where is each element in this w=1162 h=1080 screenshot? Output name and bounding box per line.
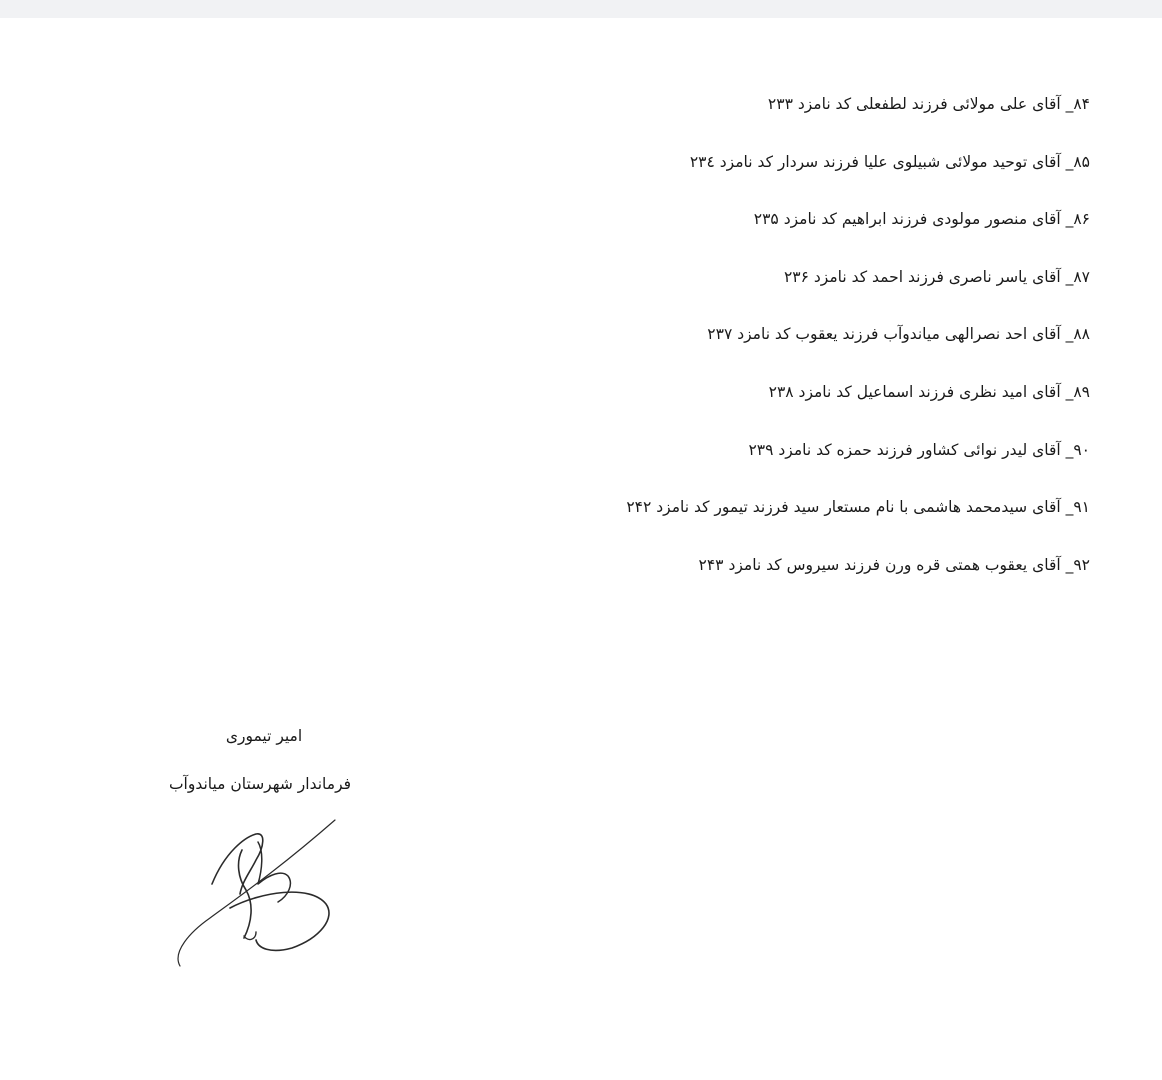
candidate-item-87: ۸۷_ آقای یاسر ناصری فرزند احمد کد نامزد ۲۳۶	[783, 267, 1090, 286]
candidate-list	[370, 86, 1090, 604]
candidate-item-86: ۸۶_ آقای منصور مولودی فرزند ابراهیم کد نامزد ۲۳۵	[753, 210, 1090, 229]
signature-block	[110, 722, 410, 798]
candidate-item-89: ۸۹_ آقای امید نظری فرزند اسماعیل کد نامزد ۲۳۸	[768, 382, 1090, 401]
candidate-item-90: ۹۰_ آقای لیدر نوائی کشاور فرزند حمزه کد نامزد ۲۳۹	[748, 440, 1090, 459]
handwritten-signature	[170, 812, 350, 972]
candidate-item-85: ۸۵_ آقای توحید مولائی شبیلوی علیا فرزند سردار کد نامزد ۲۳٤	[689, 152, 1090, 171]
candidate-item-92: ۹۲_ آقای یعقوب همتی قره ورن فرزند سیروس کد نامزد ۲۴۳	[698, 555, 1090, 574]
candidate-item-88: ۸۸_ آقای احد نصرالهی میاندوآب فرزند یعقوب کد نامزد ۲۳۷	[707, 325, 1090, 344]
signer-name: امیر تیموری	[225, 727, 303, 745]
signer-title: فرماندار شهرستان میاندوآب	[168, 775, 352, 793]
candidate-item-84: ۸۴_ آقای علی مولائی فرزند لطفعلی کد نامزد ۲۳۳	[767, 95, 1090, 113]
candidate-item-91: ۹۱_ آقای سیدمحمد هاشمی با نام مستعار سید فرزند تیمور کد نامزد ۲۴۲	[626, 498, 1090, 517]
top-band	[0, 0, 1162, 18]
